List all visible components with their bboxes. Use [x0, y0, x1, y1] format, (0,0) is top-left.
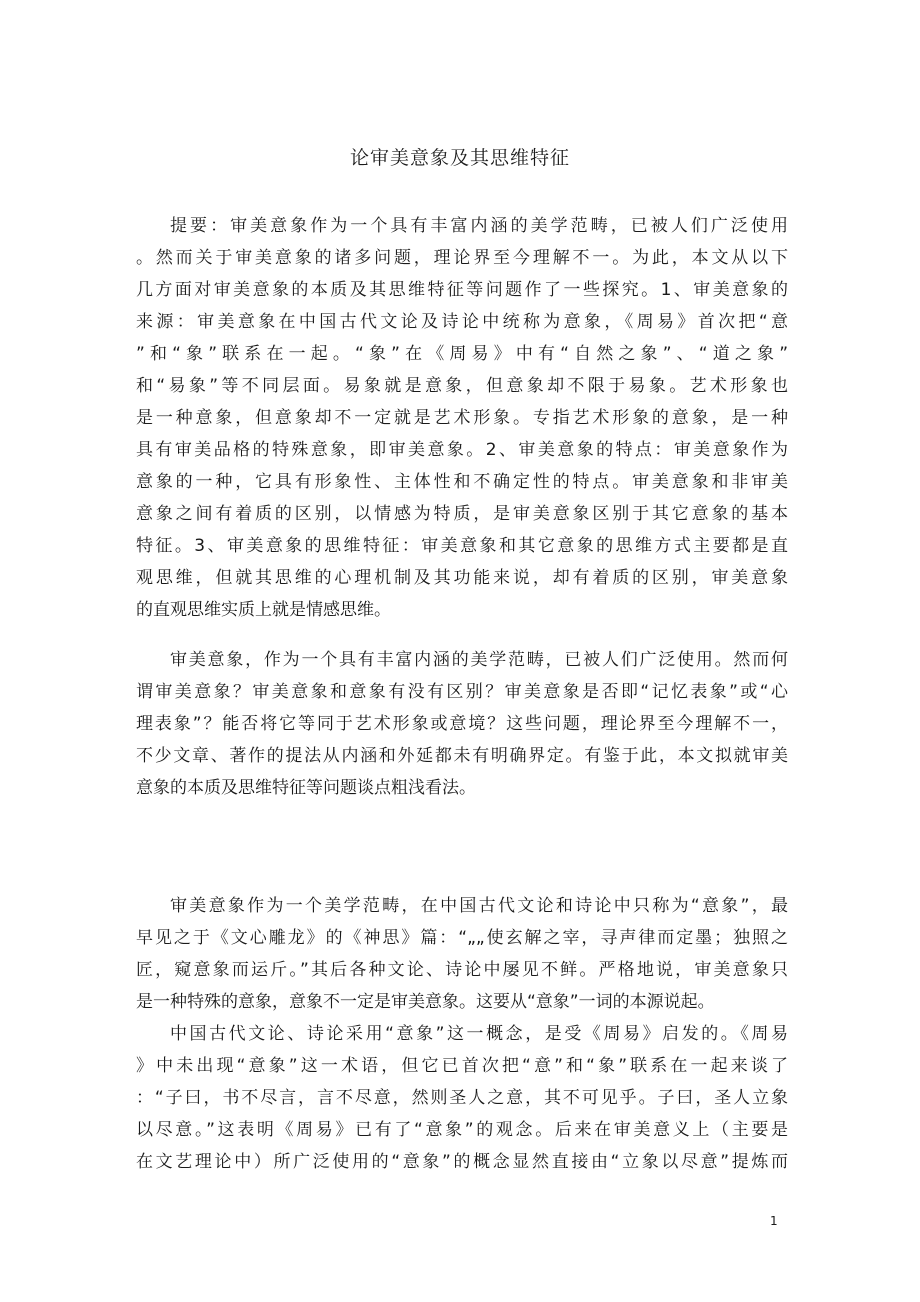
text-line: 意象之间有着质的区别，以情感为特质，是审美意象区别于其它意象的基本: [136, 504, 788, 524]
abstract-paragraph: [136, 210, 788, 626]
body-paragraph-2: [136, 1018, 788, 1178]
text-line: 不少文章、著作的提法从内涵和外延都未有明确界定。有鉴于此，本文拟就审美: [136, 746, 788, 766]
text-line: 》中未出现“意象”这一术语，但它已首次把“意”和“象”联系在一起来谈了: [136, 1056, 788, 1076]
text-line: 是一种意象，但意象却不一定就是艺术形象。专指艺术形象的意象，是一种: [136, 408, 788, 428]
text-line: ：“子曰，书不尽言，言不尽意，然则圣人之意，其不可见乎。子曰，圣人立象: [136, 1088, 788, 1108]
text-line: 。然而关于审美意象的诸多问题，理论界至今理解不一。为此，本文从以下: [136, 248, 788, 268]
text-line: 谓审美意象？审美意象和意象有没有区别？审美意象是否即“记忆表象”或“心: [136, 682, 788, 702]
text-line: 中国古代文论、诗论采用“意象”这一概念，是受《周易》启发的。《周易: [170, 1024, 788, 1044]
text-line: 是一种特殊的意象，意象不一定是审美意象。这要从“意象”一词的本源说起。: [136, 992, 715, 1012]
text-line: 提要：审美意象作为一个具有丰富内涵的美学范畴，已被人们广泛使用: [170, 216, 788, 236]
text-line: 审美意象作为一个美学范畴，在中国古代文论和诗论中只称为“意象”，最: [170, 896, 788, 916]
text-line: 具有审美品格的特殊意象，即审美意象。2、审美意象的特点：审美意象作为: [136, 440, 788, 460]
text-line: 来源：审美意象在中国古代文论及诗论中统称为意象，《周易》首次把“意: [136, 312, 788, 332]
text-line: 几方面对审美意象的本质及其思维特征等问题作了一些探究。1、审美意象的: [136, 280, 788, 300]
text-line: 以尽意。”这表明《周易》已有了“意象”的观念。后来在审美意义上（主要是: [136, 1120, 788, 1140]
text-line: 观思维，但就其思维的心理机制及其功能来说，却有着质的区别，审美意象: [136, 568, 788, 588]
text-line: 的直观思维实质上就是情感思维。: [136, 600, 391, 620]
page-number: 1: [770, 1214, 778, 1228]
intro-paragraph: [136, 644, 788, 804]
text-line: 匠，窥意象而运斤。”其后各种文论、诗论中屡见不鲜。严格地说，审美意象只: [136, 960, 788, 980]
text-line: 意象的本质及思维特征等问题谈点粗浅看法。: [136, 778, 476, 798]
text-line: 意象的一种，它具有形象性、主体性和不确定性的特点。审美意象和非审美: [136, 472, 788, 492]
text-line: 早见之于《文心雕龙》的《神思》篇：“„„使玄解之宰，寻声律而定墨；独照之: [136, 928, 788, 948]
document-title: 论审美意象及其思维特征: [349, 147, 570, 169]
text-line: 和“易象”等不同层面。易象就是意象，但意象却不限于易象。艺术形象也: [136, 376, 788, 396]
text-line: 特征。3、审美意象的思维特征：审美意象和其它意象的思维方式主要都是直: [136, 536, 788, 556]
text-line: ”和“象”联系在一起。“象”在《周易》中有“自然之象”、“道之象”: [136, 344, 788, 364]
text-line: 理表象”？能否将它等同于艺术形象或意境？这些问题，理论界至今理解不一，: [136, 714, 788, 734]
body-paragraph-1: [136, 890, 788, 1018]
text-line: 在文艺理论中）所广泛使用的“意象”的概念显然直接由“立象以尽意”提炼而: [136, 1152, 788, 1172]
text-line: 审美意象，作为一个具有丰富内涵的美学范畴，已被人们广泛使用。然而何: [170, 650, 788, 670]
